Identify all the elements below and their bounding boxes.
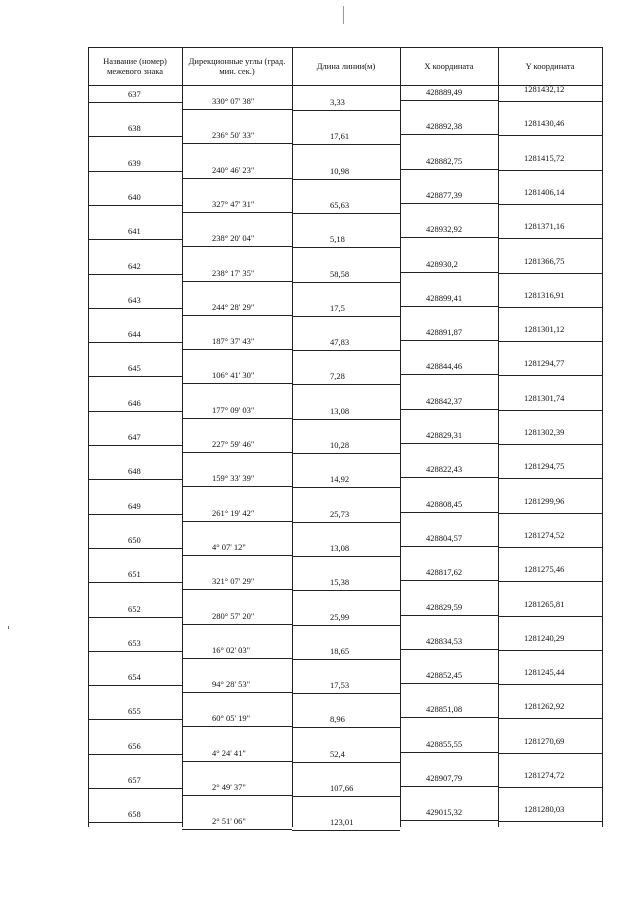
row-border: [400, 649, 498, 650]
point-x-coordinate: 428891,87: [426, 327, 463, 338]
point-x-coordinate: 428892,38: [426, 121, 463, 132]
row-border: [400, 203, 498, 204]
segment-angle: 330° 07' 38": [212, 96, 255, 106]
column-border: [498, 47, 499, 827]
point-y-coordinate: 1281294,75: [524, 461, 565, 472]
segment-length: 10,98: [330, 165, 350, 176]
row-border: [182, 143, 292, 144]
point-x-coordinate: 428842,37: [426, 395, 463, 406]
point-y-coordinate: 1281302,39: [524, 427, 565, 437]
row-border: [88, 308, 182, 309]
point-name: 641: [128, 226, 141, 237]
row-border: [498, 375, 602, 376]
point-name: 643: [128, 294, 141, 305]
row-border: [498, 101, 602, 102]
point-name: 657: [128, 775, 141, 785]
row-border: [182, 418, 292, 419]
header-y: Y координата: [525, 61, 575, 71]
point-x-coordinate: 428889,49: [426, 87, 463, 97]
row-border: [400, 169, 498, 170]
segment-angle: 159° 33' 39": [212, 473, 255, 484]
row-border: [292, 282, 400, 283]
row-border: [400, 374, 498, 375]
row-border: [400, 683, 498, 684]
point-y-coordinate: 1281432,12: [524, 84, 565, 94]
point-name: 653: [128, 637, 141, 648]
row-border: [182, 383, 292, 384]
table-top-border: [88, 47, 603, 48]
header-x: X координата: [424, 61, 474, 71]
row-border: [292, 693, 400, 694]
segment-angle: 94° 28' 53": [212, 679, 251, 690]
segment-angle: 227° 59' 46": [212, 439, 255, 449]
segment-angle: 16° 02' 03": [212, 644, 251, 655]
point-y-coordinate: 1281301,74: [524, 392, 565, 403]
row-border: [400, 100, 498, 101]
row-border: [88, 754, 182, 755]
point-name: 647: [128, 432, 141, 442]
row-border: [400, 717, 498, 718]
column-border: [182, 47, 183, 827]
row-border: [292, 556, 400, 557]
row-border: [88, 445, 182, 446]
row-border: [292, 384, 400, 385]
row-border: [400, 477, 498, 478]
row-border: [292, 625, 400, 626]
point-y-coordinate: 1281275,46: [524, 564, 565, 575]
row-border: [498, 273, 602, 274]
row-border: [182, 624, 292, 625]
row-border: [182, 795, 292, 796]
row-border: [182, 486, 292, 487]
row-border: [182, 281, 292, 282]
point-x-coordinate: 428932,92: [426, 224, 463, 235]
row-border: [292, 522, 400, 523]
row-border: [88, 514, 182, 515]
row-border: [292, 590, 400, 591]
row-border: [88, 102, 182, 103]
point-x-coordinate: 428817,62: [426, 567, 463, 578]
segment-angle: 240° 46' 23": [212, 164, 255, 175]
point-name: 648: [128, 466, 141, 477]
segment-length: 8,96: [330, 714, 345, 725]
point-name: 644: [128, 329, 141, 340]
segment-length: 52,4: [330, 748, 345, 759]
point-name: 650: [128, 534, 141, 545]
point-y-coordinate: 1281262,92: [524, 701, 565, 712]
row-border: [182, 109, 292, 110]
row-border: [182, 212, 292, 213]
point-y-coordinate: 1281406,14: [524, 186, 565, 197]
segment-angle: 4° 24' 41": [212, 747, 246, 758]
point-name: 642: [128, 260, 141, 271]
row-border: [498, 513, 602, 514]
point-x-coordinate: 429015,32: [426, 807, 463, 818]
row-border: [400, 580, 498, 581]
segment-length: 25,99: [330, 611, 350, 622]
segment-angle: 2° 49' 37": [212, 782, 246, 792]
point-x-coordinate: 428882,75: [426, 155, 463, 166]
row-border: [400, 752, 498, 753]
row-border: [292, 144, 400, 145]
segment-length: 17,5: [330, 302, 345, 313]
row-border: [292, 830, 400, 831]
segment-length: 25,73: [330, 508, 350, 519]
point-y-coordinate: 1281270,69: [524, 735, 565, 746]
row-border: [292, 316, 400, 317]
segment-angle: 2° 51' 06": [212, 816, 246, 827]
row-border: [498, 238, 602, 239]
row-border: [292, 213, 400, 214]
point-x-coordinate: 428852,45: [426, 670, 463, 681]
point-x-coordinate: 428851,08: [426, 704, 463, 715]
column-border: [292, 47, 293, 827]
row-border: [182, 589, 292, 590]
point-name: 645: [128, 363, 141, 374]
row-border: [88, 239, 182, 240]
row-border: [182, 315, 292, 316]
row-border: [88, 822, 182, 823]
row-border: [292, 247, 400, 248]
row-border: [182, 349, 292, 350]
segment-angle: 261° 19' 42": [212, 507, 255, 518]
segment-angle: 4° 07' 12": [212, 541, 246, 552]
row-border: [400, 409, 498, 410]
row-border: [400, 272, 498, 273]
row-border: [292, 110, 400, 111]
row-border: [400, 546, 498, 547]
row-border: [88, 411, 182, 412]
point-y-coordinate: 1281280,03: [524, 804, 565, 815]
row-border: [88, 788, 182, 789]
row-border: [182, 761, 292, 762]
row-border: [400, 443, 498, 444]
row-border: [400, 237, 498, 238]
segment-length: 10,28: [330, 440, 350, 450]
point-name: 639: [128, 157, 141, 168]
row-border: [182, 726, 292, 727]
point-name: 654: [128, 672, 141, 683]
row-border: [292, 419, 400, 420]
point-y-coordinate: 1281316,91: [524, 289, 565, 300]
row-border: [88, 205, 182, 206]
segment-angle: 238° 17' 35": [212, 267, 255, 278]
row-border: [88, 651, 182, 652]
row-border: [88, 376, 182, 377]
row-border: [400, 340, 498, 341]
row-border: [292, 762, 400, 763]
row-border: [88, 719, 182, 720]
point-y-coordinate: 1281301,12: [524, 324, 565, 335]
row-border: [88, 582, 182, 583]
point-name: 649: [128, 500, 141, 511]
row-border: [498, 410, 602, 411]
row-border: [498, 821, 602, 822]
scan-mark: [8, 626, 9, 629]
row-border: [498, 204, 602, 205]
segment-angle: 327° 47' 31": [212, 198, 255, 209]
row-border: [400, 820, 498, 821]
row-border: [498, 135, 602, 136]
row-border: [400, 786, 498, 787]
point-x-coordinate: 428877,39: [426, 189, 463, 200]
row-border: [498, 581, 602, 582]
row-border: [182, 246, 292, 247]
row-border: [400, 134, 498, 135]
point-y-coordinate: 1281274,72: [524, 770, 565, 780]
point-y-coordinate: 1281294,77: [524, 358, 565, 369]
point-x-coordinate: 428899,41: [426, 292, 463, 303]
segment-length: 7,28: [330, 371, 345, 382]
row-border: [498, 650, 602, 651]
column-border: [400, 47, 401, 827]
point-x-coordinate: 428855,55: [426, 738, 463, 749]
point-x-coordinate: 428822,43: [426, 464, 463, 475]
header-name: Название (номер) межевого знака: [103, 56, 167, 76]
point-name: 652: [128, 603, 141, 614]
segment-length: 18,65: [330, 645, 350, 656]
point-x-coordinate: 428829,31: [426, 430, 463, 440]
row-border: [498, 684, 602, 685]
column-border: [88, 47, 89, 827]
row-border: [88, 617, 182, 618]
row-border: [88, 342, 182, 343]
row-border: [498, 444, 602, 445]
row-border: [182, 555, 292, 556]
segment-angle: 280° 57' 20": [212, 610, 255, 621]
point-name: 646: [128, 397, 141, 408]
row-border: [498, 616, 602, 617]
row-border: [498, 753, 602, 754]
row-border: [88, 136, 182, 137]
segment-angle: 244° 28' 29": [212, 301, 255, 312]
segment-length: 13,08: [330, 405, 350, 416]
point-x-coordinate: 428907,79: [426, 773, 463, 783]
segment-angle: 106° 41' 30": [212, 370, 255, 381]
point-y-coordinate: 1281299,96: [524, 495, 565, 506]
point-x-coordinate: 428808,45: [426, 498, 463, 509]
point-y-coordinate: 1281245,44: [524, 667, 565, 678]
point-y-coordinate: 1281366,75: [524, 255, 565, 266]
row-border: [182, 692, 292, 693]
segment-length: 58,58: [330, 268, 350, 279]
point-name: 638: [128, 123, 141, 134]
point-name: 655: [128, 706, 141, 717]
segment-angle: 321° 07' 29": [212, 576, 255, 587]
segment-angle: 187° 37' 43": [212, 336, 255, 347]
row-border: [292, 487, 400, 488]
segment-length: 17,53: [330, 680, 350, 691]
segment-length: 13,08: [330, 542, 350, 553]
point-name: 658: [128, 809, 141, 820]
row-border: [498, 341, 602, 342]
point-name: 637: [128, 89, 141, 99]
row-border: [498, 170, 602, 171]
segment-length: 14,92: [330, 474, 350, 485]
segment-length: 15,38: [330, 577, 350, 588]
row-border: [182, 178, 292, 179]
row-border: [88, 548, 182, 549]
row-border: [182, 829, 292, 830]
row-border: [182, 658, 292, 659]
point-x-coordinate: 428930,2: [426, 258, 458, 269]
header-angle: Дирекционные углы (град. мин. сек.): [188, 56, 286, 76]
point-name: 651: [128, 569, 141, 580]
point-x-coordinate: 428834,53: [426, 635, 463, 646]
row-border: [292, 453, 400, 454]
row-border: [292, 727, 400, 728]
point-name: 656: [128, 740, 141, 751]
row-border: [182, 521, 292, 522]
segment-length: 107,66: [330, 783, 354, 793]
segment-angle: 236° 50' 33": [212, 130, 255, 141]
segment-length: 47,83: [330, 337, 350, 348]
row-border: [498, 787, 602, 788]
point-x-coordinate: 428804,57: [426, 532, 463, 543]
point-y-coordinate: 1281415,72: [524, 152, 565, 163]
segment-angle: 60° 05' 19": [212, 713, 251, 724]
segment-angle: 238° 20' 04": [212, 233, 255, 244]
row-border: [88, 171, 182, 172]
column-border: [602, 47, 603, 827]
row-border: [88, 479, 182, 480]
row-border: [292, 179, 400, 180]
point-y-coordinate: 1281265,81: [524, 598, 565, 609]
row-border: [292, 659, 400, 660]
point-x-coordinate: 428829,59: [426, 601, 463, 612]
point-y-coordinate: 1281371,16: [524, 221, 565, 232]
segment-length: 3,33: [330, 97, 345, 107]
row-border: [182, 452, 292, 453]
row-border: [400, 512, 498, 513]
point-y-coordinate: 1281430,46: [524, 118, 565, 129]
row-border: [292, 796, 400, 797]
point-x-coordinate: 428844,46: [426, 361, 463, 372]
row-border: [498, 307, 602, 308]
row-border: [88, 274, 182, 275]
point-y-coordinate: 1281240,29: [524, 632, 565, 643]
row-border: [400, 615, 498, 616]
row-border: [498, 547, 602, 548]
segment-length: 17,61: [330, 131, 350, 142]
row-border: [292, 350, 400, 351]
segment-length: 5,18: [330, 234, 345, 245]
row-border: [88, 685, 182, 686]
header-length: Длина линии(м): [316, 61, 376, 71]
point-name: 640: [128, 191, 141, 202]
row-border: [400, 306, 498, 307]
scan-mark: [343, 6, 344, 24]
row-border: [498, 478, 602, 479]
segment-length: 65,63: [330, 199, 350, 210]
segment-angle: 177° 09' 03": [212, 404, 255, 415]
segment-length: 123,01: [330, 817, 354, 828]
row-border: [498, 718, 602, 719]
point-y-coordinate: 1281274,52: [524, 529, 565, 540]
